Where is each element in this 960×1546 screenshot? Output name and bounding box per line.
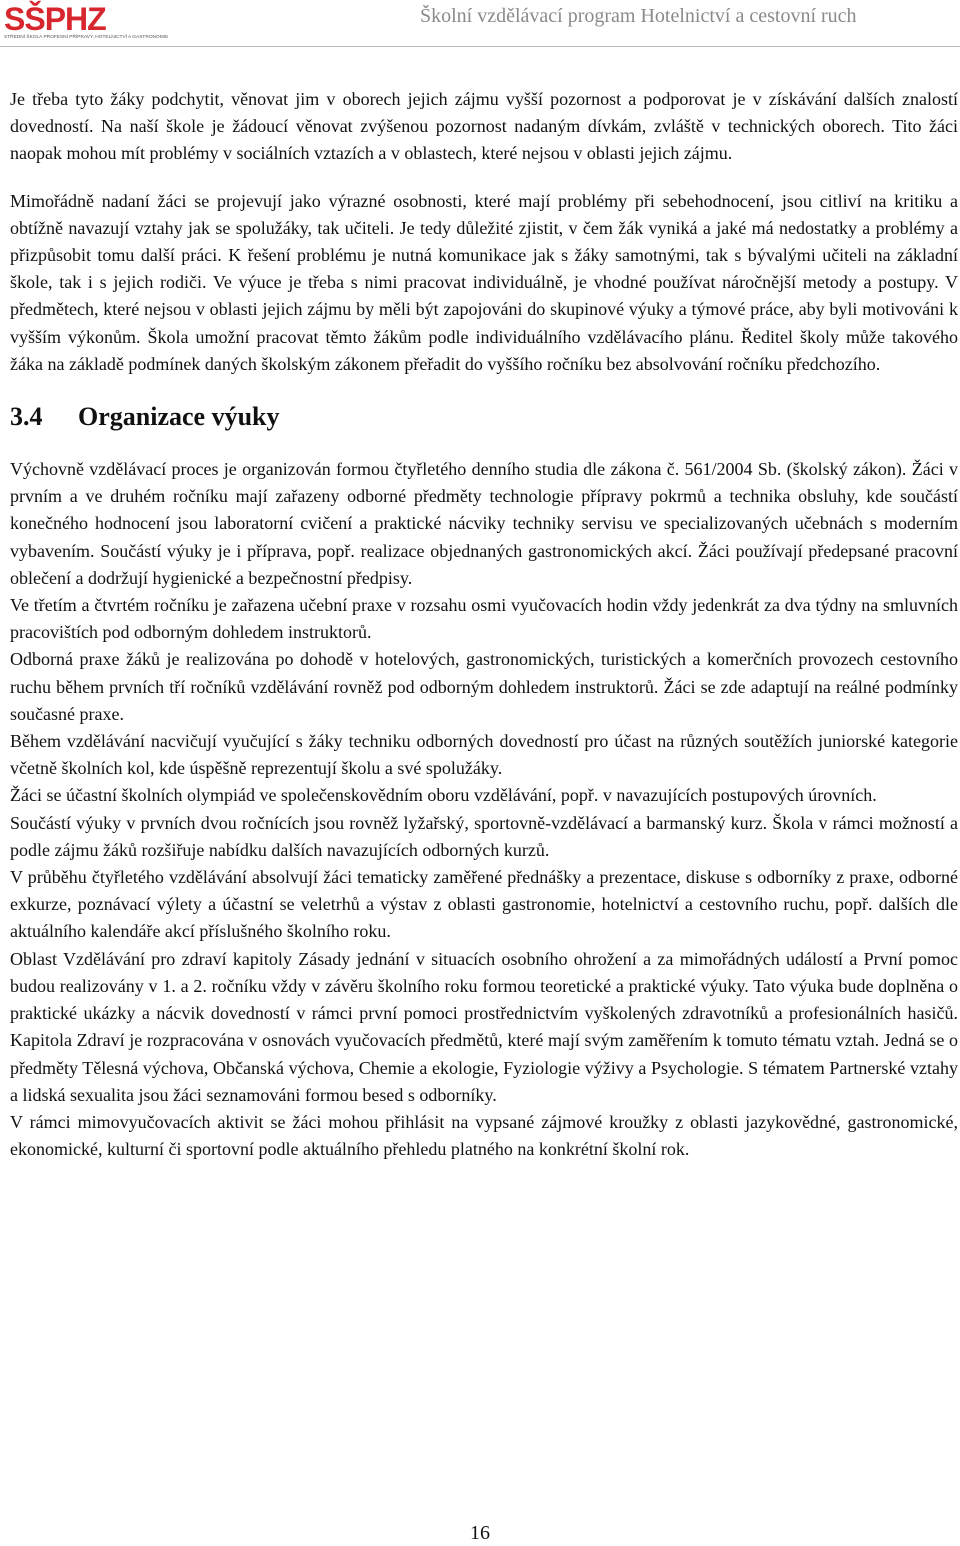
section-heading bbox=[10, 400, 958, 434]
paragraph-courses: Součástí výuky v prvních dvou ročnících jsou rovněž lyžařský, sportovně-vzdělávací a barmanský kurz. Škola v rámci možností a podle zájmu žáků rozšiřuje nabídku dalších navazujících odborných kurzů. bbox=[10, 812, 958, 860]
paragraph-professional-practice: Odborná praxe žáků je realizována po dohodě v hotelových, gastronomických, turistických a komerčních provozech cestovního ruchu během prvních tří ročníků vzdělávání rovněž pod odborným dohledem instruktorů. Žáci se zde adaptují na reálné podmínky současné praxe. bbox=[10, 649, 958, 724]
paragraph-olympiads: Žáci se účastní školních olympiád ve společenskovědním oboru vzdělávání, popř. v navazujících postupových úrovních. bbox=[10, 785, 877, 806]
paragraph-competitions: Během vzdělávání nacvičují vyučující s žáky techniku odborných dovedností pro účast na různých soutěžích juniorské kategorie včetně školních kol, kde úspěšně reprezentují školu a své spolužáky. bbox=[10, 731, 958, 779]
page-header bbox=[0, 0, 960, 47]
paragraph-lectures-and-excursions: V průběhu čtyřletého vzdělávání absolvují žáci tematicky zaměřené přednášky a prezentace, diskuse s odborníky z praxe, odborné exkurze, poznávací výlety a účastní se veletrhů a výstav z oblasti gastronomie, hotelnictví a cestovního ruchu, popř. dalších dle aktuálního kalendáře akcí příslušného školního roku. bbox=[10, 867, 958, 942]
logo-wordmark: SŠPHZ bbox=[4, 1, 106, 37]
page-number: 16 bbox=[470, 1522, 490, 1544]
section-number: 3.4 bbox=[10, 402, 43, 432]
school-logo bbox=[4, 1, 169, 44]
running-title: Školní vzdělávací program Hotelnictví a cestovní ruch bbox=[420, 5, 857, 27]
paragraph-health-education: Oblast Vzdělávání pro zdraví kapitoly Zásady jednání v situacích osobního ohrožení a za mimořádných událostí a První pomoc budou realizovány v 1. a 2. ročníku vždy v závěru školního roku formou teoretické a praktické výuky. Tato výuka bude doplněna o praktické ukázky a nácvik dovedností v rámci první pomoci prostřednictvím vyškolených zdravotníků a profesionálních hasičů. Kapitola Zdraví je rozpracována v osnovách vyučovacích předmětů, které mají svým zaměřením k tomuto tématu vztah. Jedná se o předměty Tělesná výchova, Občanská výchova, Chemie a ekologie, Fyziologie výživy a Psychologie. S tématem Partnerské vztahy a lidská sexualita jsou žáci seznamováni formou besed s odborníky. bbox=[10, 948, 958, 1105]
paragraph-gifted-students-attention: Je třeba tyto žáky podchytit, věnovat jim v oborech jejich zájmu vyšší pozornost a podporovat je v získávání dalších znalostí dovedností. Na naší škole je žádoucí věnovat zvýšenou pozornost nadaným dívkám, zvláště v technických oborech. Tito žáci naopak mohou mít problémy v sociálních vztazích a v oblastech, které nejsou v oblasti jejich zájmu. bbox=[10, 89, 958, 164]
logo-subtitle: STŘEDNÍ ŠKOLA PROFESNÍ PŘÍPRAVY, HOTELNICTVÍ A GASTRONOMIE bbox=[4, 35, 169, 40]
paragraph-practical-training: Ve třetím a čtvrtém ročníku je zařazena učební praxe v rozsahu osmi vyučovacích hodin vždy jedenkrát za dva týdny na smluvních pracovištích pod odborným dohledem instruktorů. bbox=[10, 595, 958, 643]
document-body bbox=[10, 86, 958, 1163]
paragraph-education-process: Výchovně vzdělávací proces je organizován formou čtyřletého denního studia dle zákona č. 561/2004 Sb. (školský zákon). Žáci v prvním a ve druhém ročníku mají zařazeny odborné předměty technologie přípravy pokrmů a technika obsluhy, kde součástí konečného hodnocení jsou laboratorní cvičení a praktické nácviky techniky servisu ve specializovaných učebnách s moderním vybavením. Součástí výuky je i příprava, popř. realizace objednaných gastronomických akcí. Žáci používají předepsané pracovní oblečení a dodržují hygienické a bezpečnostní předpisy. bbox=[10, 459, 958, 588]
paragraph-gifted-students-traits: Mimořádně nadaní žáci se projevují jako výrazné osobnosti, které mají problémy při sebehodnocení, jsou citliví na kritiku a obtížně navazují vztahy jak se spolužáky, tak učiteli. Je tedy důležité zjistit, v čem žák vyniká a jaké má nedostatky a problémy a přizpůsobit tomu další práci. K řešení problému je nutná komunikace jak s žáky samotnými, tak s bývalými učiteli na základní škole, tak i s jejich rodiči. Ve výuce je třeba s nimi pracovat individuálně, je vhodné používat náročnější metody a postupy. V předmětech, které nejsou v oblasti jejich zájmu by měli být zapojováni do skupinové výuky a týmové práce, aby byli motivováni k vyšším výkonům. Škola umožní pracovat těmto žákům podle individuálního vzdělávacího plánu. Ředitel školy může takového žáka na základě podmínek daných školským zákonem přeřadit do vyššího ročníku bez absolvování ročníku předchozího. bbox=[10, 190, 958, 374]
paragraph-spacer bbox=[10, 168, 958, 188]
paragraph-extracurricular-activities: V rámci mimovyučovacích aktivit se žáci mohou přihlásit na vypsané zájmové kroužky z oblasti jazykovědné, gastronomické, ekonomické, kulturní či sportovní podle aktuálního přehledu platného na konkrétní školní rok. bbox=[10, 1111, 958, 1160]
section-title: Organizace výuky bbox=[78, 402, 280, 432]
